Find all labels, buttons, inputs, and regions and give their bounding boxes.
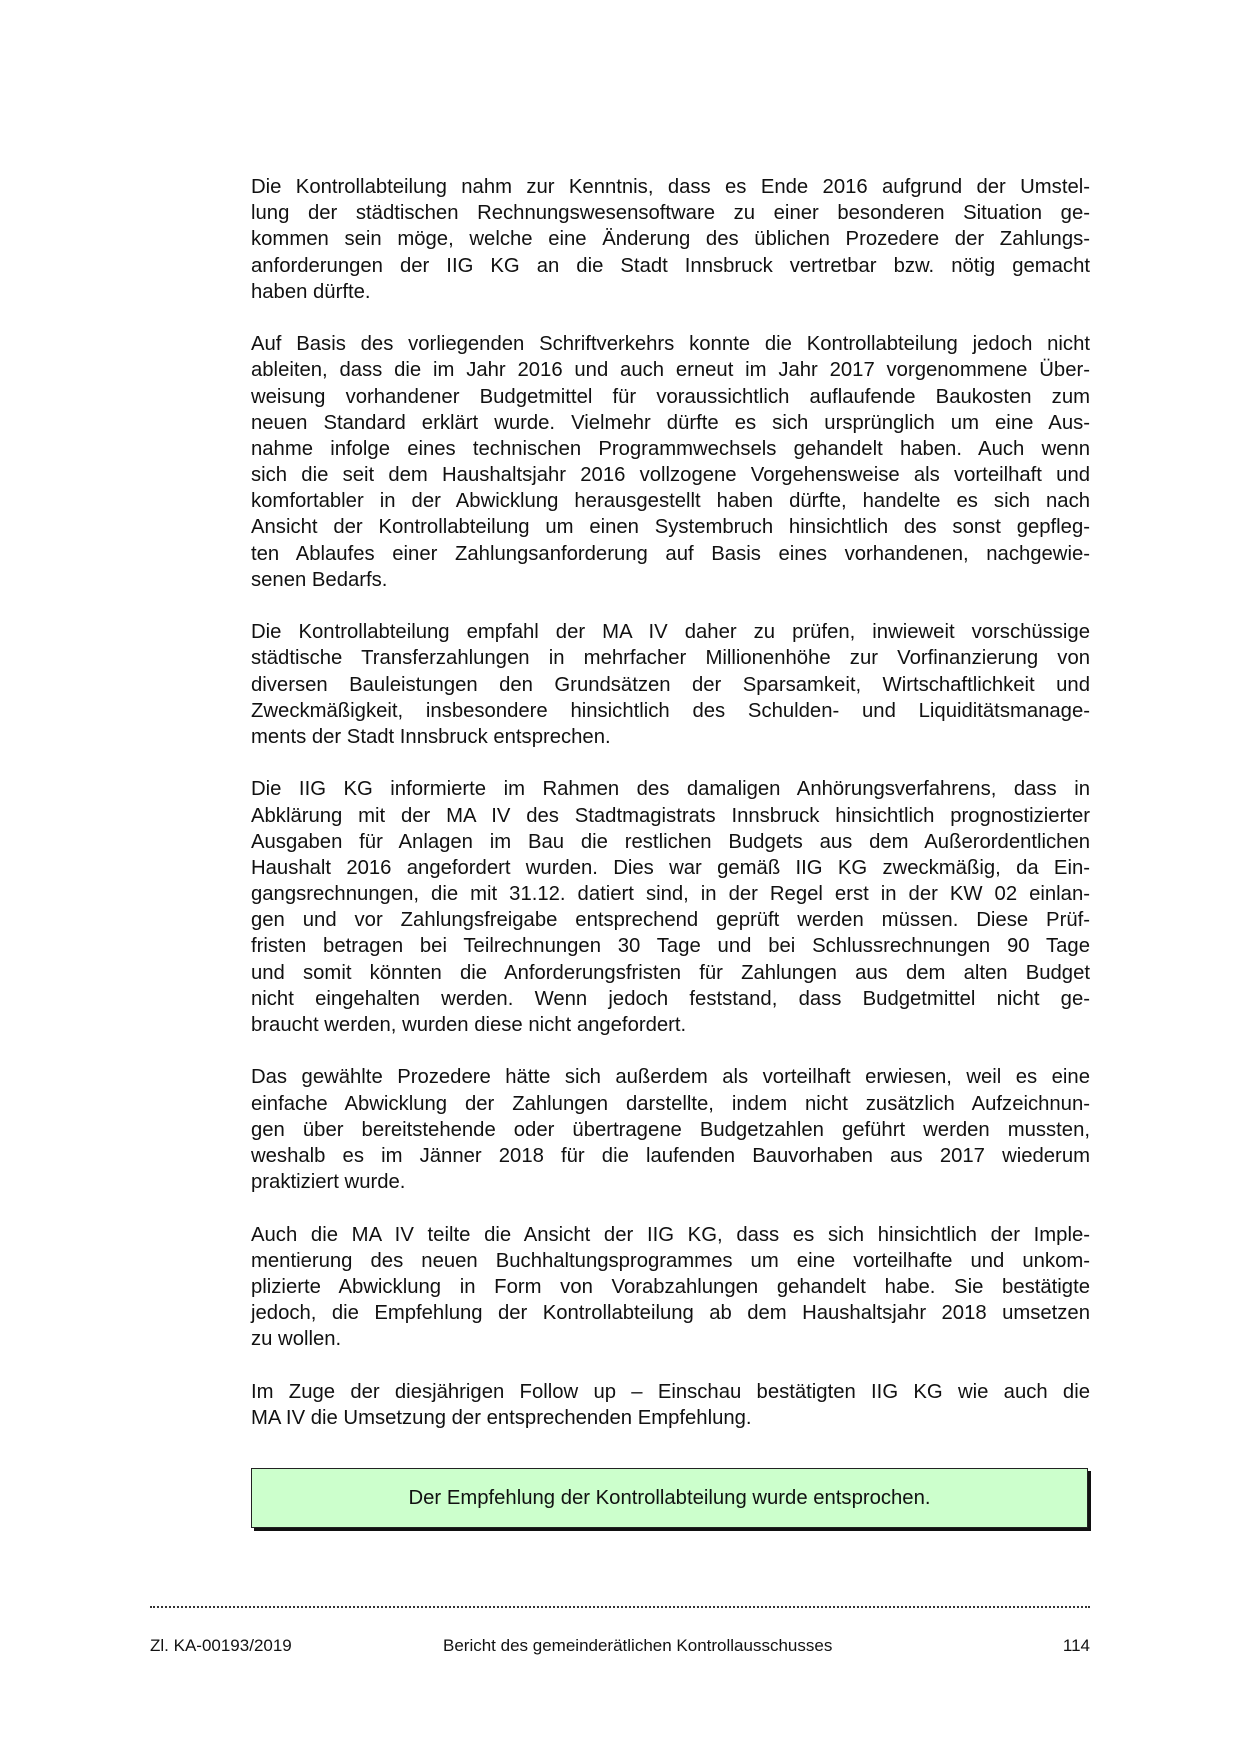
text-line: Auch die MA IV teilte die Ansicht der IIG KG, dass es sich hinsichtlich der Imple- [251,1223,1090,1246]
text-line: Das gewählte Prozedere hätte sich außerdem als vorteilhaft erwiesen, weil es eine [251,1066,1090,1089]
text-line: neuen Standard erklärt wurde. Vielmehr dürfte es sich ursprünglich um eine Aus- [251,411,1090,434]
footer-title: Bericht des gemeinderätlichen Kontrollausschusses [443,1636,833,1655]
paragraph [251,331,1090,593]
text-line: städtische Transferzahlungen in mehrfacher Millionenhöhe zur Vorfinanzierung von [251,647,1090,670]
text-line: weisung vorhandener Budgetmittel für voraussichtlich auflaufende Baukosten zum [251,385,1090,408]
text-line: MA IV die Umsetzung der entsprechenden Empfehlung. [251,1406,752,1429]
paragraph [251,174,1090,305]
text-line: Im Zuge der diesjährigen Follow up – Einschau bestätigten IIG KG wie auch die [251,1380,1090,1403]
text-line: Ansicht der Kontrollabteilung um einen Systembruch hinsichtlich des sonst gepfleg- [251,516,1090,539]
text-line: praktiziert wurde. [251,1171,406,1194]
text-line: ableiten, dass die im Jahr 2016 und auch erneut im Jahr 2017 vorgenommene Über- [251,359,1090,382]
footer-reference: Zl. KA-00193/2019 [150,1636,292,1655]
text-line: einfache Abwicklung der Zahlungen darstellte, indem nicht zusätzlich Aufzeichnun- [251,1092,1090,1115]
text-line: nahme infolge eines technischen Programmwechsels gehandelt haben. Auch wenn [251,437,1090,460]
text-line: kommen sein möge, welche eine Änderung des üblichen Prozedere der Zahlungs- [251,228,1090,251]
text-line: gangsrechnungen, die mit 31.12. datiert sind, in der Regel erst in der KW 02 einlan- [251,883,1090,906]
text-line: Die Kontrollabteilung empfahl der MA IV daher zu prüfen, inwieweit vorschüssige [251,621,1090,644]
paragraph [251,1064,1090,1195]
result-box [251,1468,1088,1528]
paragraph [251,619,1090,750]
text-line: diversen Bauleistungen den Grundsätzen der Sparsamkeit, Wirtschaftlichkeit und [251,673,1090,696]
text-line: jedoch, die Empfehlung der Kontrollabteilung ab dem Haushaltsjahr 2018 umsetzen [251,1302,1090,1325]
text-line: haben dürfte. [251,280,371,303]
text-line: komfortabler in der Abwicklung herausgestellt haben dürfte, handelte es sich nach [251,490,1090,513]
text-line: weshalb es im Jänner 2018 für die laufenden Bauvorhaben aus 2017 wiederum [251,1144,1090,1167]
text-line: Abklärung mit der MA IV des Stadtmagistrats Innsbruck hinsichtlich prognostizierter [251,804,1090,827]
text-line: Haushalt 2016 angefordert wurden. Dies war gemäß IIG KG zweckmäßig, da Ein- [251,856,1090,879]
text-line: lung der städtischen Rechnungswesensoftware zu einer besonderen Situation ge- [251,202,1090,225]
text-line: sich die seit dem Haushaltsjahr 2016 vollzogene Vorgehensweise als vorteilhaft und [251,464,1090,487]
text-line: Die Kontrollabteilung nahm zur Kenntnis, dass es Ende 2016 aufgrund der Umstel- [251,176,1090,198]
text-line: Die IIG KG informierte im Rahmen des damaligen Anhörungsverfahrens, dass in [251,778,1090,801]
paragraph [251,776,1090,1038]
result-box-text: Der Empfehlung der Kontrollabteilung wurde entsprochen. [408,1486,931,1509]
text-line: anforderungen der IIG KG an die Stadt Innsbruck vertretbar bzw. nötig gemacht [251,254,1090,277]
text-line: mentierung des neuen Buchhaltungsprogrammes um eine vorteilhafte und unkom- [251,1249,1090,1272]
text-line: ten Ablaufes einer Zahlungsanforderung auf Basis eines vorhandenen, nachgewie- [251,542,1090,565]
text-line: ments der Stadt Innsbruck entsprechen. [251,725,611,748]
text-line: gen über bereitstehende oder übertragene Budgetzahlen geführt werden mussten, [251,1118,1090,1141]
text-line: braucht werden, wurden diese nicht angefordert. [251,1014,687,1036]
text-line: gen und vor Zahlungsfreigabe entsprechend geprüft werden müssen. Diese Prüf- [251,909,1090,932]
footer-page-number: 114 [1062,1636,1090,1655]
text-line: Auf Basis des vorliegenden Schriftverkehrs konnte die Kontrollabteilung jedoch nicht [251,333,1090,356]
text-line: zu wollen. [251,1328,342,1351]
text-line: fristen betragen bei Teilrechnungen 30 Tage und bei Schlussrechnungen 90 Tage [251,935,1090,958]
text-line: Zweckmäßigkeit, insbesondere hinsichtlich des Schulden- und Liquiditätsmanage- [251,699,1090,722]
text-line: plizierte Abwicklung in Form von Vorabzahlungen gehandelt habe. Sie bestätigte [251,1275,1090,1298]
footer-divider [150,1596,1090,1608]
text-line: Ausgaben für Anlagen im Bau die restlichen Budgets aus dem Außerordentlichen [251,830,1090,853]
paragraph [251,1379,1090,1431]
paragraph [251,1222,1090,1353]
body-text [251,174,1090,1457]
text-line: und somit könnten die Anforderungsfristen für Zahlungen aus dem alten Budget [251,961,1090,984]
text-line: senen Bedarfs. [251,568,388,591]
text-line: nicht eingehalten werden. Wenn jedoch feststand, dass Budgetmittel nicht ge- [251,987,1090,1010]
